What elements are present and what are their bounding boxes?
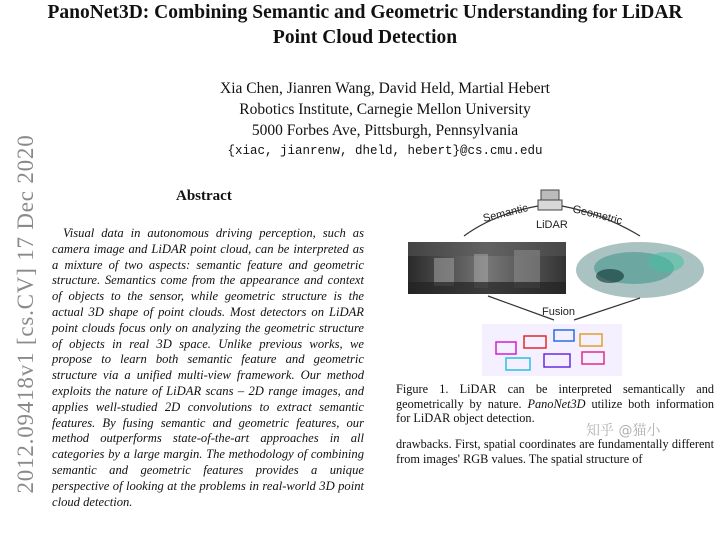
arxiv-identifier: 2012.09418v1 [cs.CV] 17 Dec 2020 <box>13 134 38 494</box>
caption-suffix: utilize both information for LiDAR object detection. <box>396 396 715 426</box>
abstract-heading: Abstract <box>176 188 232 204</box>
abstract-text: Visual data in autonomous driving perception, such as camera image and LiDAR point cloud, can be interpreted as a mixture of two aspects: semantic feature and geometric structure. Semantics come from the appearance and context of objects to the sensor, while geometric structure is the actual 3D shape of point clouds. Most detectors on LiDAR point clouds focus only on analyzing the geometric structure of objects in real 3D space. Unlike previous works, we propose to learn both semantic feature and geometric structure via a unified multi-view framework. Our method exploits the nature of LiDAR scans – 2D range images, and applies well-studied 2D convolutions to extract semantic features. By fusing semantic and geometric features, our method outperforms state-of-the-art approaches in all categories by a large margin. The methodology of combining semantic and geometric features provides a unique perspective of looking at the problems in real-world 3D point cloud detection. <box>52 226 364 509</box>
geometric-point-cloud <box>576 242 704 298</box>
body-text-column-2: drawbacks. First, spatial coordinates are fundamentally different from images' RGB values. The spatial structure of <box>396 437 714 466</box>
figure-1-caption <box>396 382 714 426</box>
label-semantic: Semantic <box>481 202 530 225</box>
title-line-1: PanoNet3D: Combining Semantic and Geometric Understanding for LiDAR <box>47 2 683 23</box>
author-names: Xia Chen, Jianren Wang, David Held, Martial Hebert <box>220 80 550 97</box>
semantic-range-image <box>408 242 566 294</box>
author-emails: {xiac, jianrenw, dheld, hebert}@cs.cmu.edu <box>227 144 543 158</box>
fusion-detection-result <box>482 324 622 376</box>
figure-1 <box>404 184 720 380</box>
label-lidar: LiDAR <box>536 219 568 231</box>
affiliation: Robotics Institute, Carnegie Mellon University <box>239 101 531 118</box>
paper-title <box>40 0 690 50</box>
lidar-sensor-icon <box>538 190 562 210</box>
label-fusion: Fusion <box>542 306 576 318</box>
caption-prefix: Figure 1. LiDAR can be interpreted semantically and geometrically by nature. <box>396 382 714 411</box>
figure-1-diagram <box>404 184 720 380</box>
title-line-2: Point Cloud Detection <box>272 27 458 48</box>
caption-method: PanoNet3D <box>527 396 586 411</box>
author-block <box>150 78 620 162</box>
watermark: 知乎 @猫小 <box>586 423 661 439</box>
label-geometric: Geometric <box>571 203 624 228</box>
address: 5000 Forbes Ave, Pittsburgh, Pennsylvania <box>251 122 519 139</box>
arrow-geometric-to-fusion <box>574 298 640 320</box>
